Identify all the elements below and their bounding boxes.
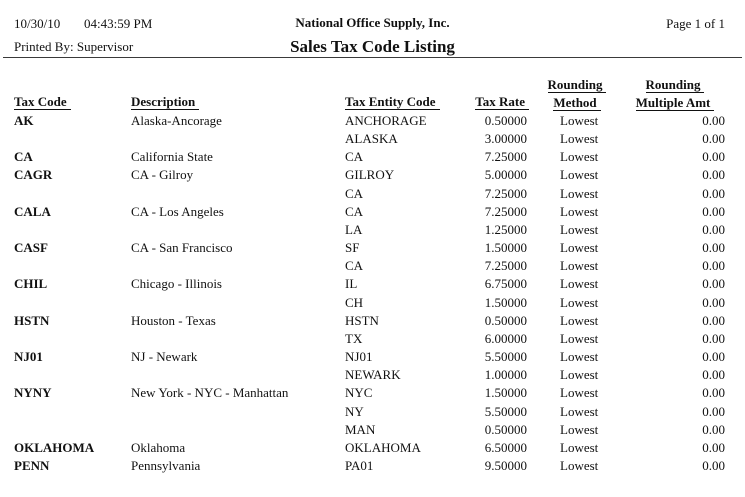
cell-rounding-multiple: 0.00 (702, 276, 725, 292)
column-header-description (131, 94, 199, 110)
cell-description: Chicago - Illinois (131, 276, 222, 292)
table-row (0, 275, 745, 293)
cell-tax-rate: 1.50000 (484, 294, 527, 310)
cell-tax-entity-code: ALASKA (345, 131, 398, 147)
cell-tax-code: NJ01 (14, 349, 43, 365)
cell-rounding-multiple: 0.00 (702, 240, 725, 256)
cell-tax-entity-code: HSTN (345, 312, 379, 328)
cell-tax-entity-code: TX (345, 330, 363, 346)
cell-description: Houston - Texas (131, 312, 216, 328)
cell-tax-rate: 7.25000 (484, 149, 527, 165)
table-row (0, 112, 745, 130)
report-title: Sales Tax Code Listing (290, 37, 455, 56)
column-header-rounding-multiple-amt (626, 77, 724, 111)
cell-rounding-method: Lowest (560, 312, 599, 328)
cell-tax-rate: 6.00000 (484, 330, 527, 346)
table-row (0, 185, 745, 203)
cell-tax-entity-code: LA (345, 221, 363, 237)
column-header-label: Tax Code (14, 94, 71, 110)
column-header-tax-code (14, 94, 71, 110)
cell-tax-code: CAGR (14, 167, 53, 183)
table-row (0, 384, 745, 402)
cell-rounding-multiple: 0.00 (702, 203, 725, 219)
cell-rounding-multiple: 0.00 (702, 367, 725, 383)
cell-tax-code (14, 294, 131, 312)
cell-rounding-multiple: 0.00 (702, 385, 725, 401)
cell-tax-rate: 7.25000 (484, 203, 527, 219)
cell-tax-code (14, 330, 131, 348)
cell-description: NJ - Newark (131, 349, 198, 365)
cell-tax-code: CASF (14, 240, 48, 256)
cell-tax-code: HSTN (14, 312, 50, 328)
cell-rounding-method: Lowest (560, 276, 599, 292)
table-row (0, 366, 745, 384)
cell-description: Alaska-Ancorage (131, 113, 222, 128)
cell-rounding-multiple: 0.00 (702, 258, 725, 274)
cell-rounding-method: Lowest (560, 240, 599, 256)
table-row (0, 294, 745, 312)
cell-description (131, 257, 345, 275)
cell-rounding-method: Lowest (560, 457, 599, 473)
column-header-tax-entity-code (345, 94, 440, 110)
page-indicator: Page 1 of 1 (666, 16, 725, 31)
cell-tax-rate: 5.50000 (484, 349, 527, 365)
cell-description: CA - Gilroy (131, 167, 194, 183)
table-row (0, 312, 745, 330)
table-row (0, 330, 745, 348)
table-row (0, 348, 745, 366)
cell-tax-entity-code: GILROY (345, 167, 395, 183)
table-row (0, 421, 745, 439)
cell-description (131, 185, 345, 203)
cell-tax-entity-code: CA (345, 149, 364, 165)
cell-description (131, 403, 345, 421)
cell-tax-rate: 7.25000 (484, 185, 527, 201)
cell-tax-entity-code: NYC (345, 385, 373, 401)
cell-rounding-multiple: 0.00 (702, 403, 725, 419)
cell-tax-rate: 0.50000 (484, 113, 527, 128)
cell-description (131, 294, 345, 312)
column-header-label: Rounding (646, 77, 705, 93)
cell-tax-rate: 1.50000 (484, 385, 527, 401)
cell-description: CA - San Francisco (131, 240, 233, 256)
column-header-label: Description (131, 94, 199, 110)
cell-description (131, 330, 345, 348)
cell-rounding-multiple: 0.00 (702, 312, 725, 328)
cell-rounding-method: Lowest (560, 113, 599, 128)
table-row (0, 130, 745, 148)
cell-tax-code (14, 257, 131, 275)
cell-tax-entity-code: CA (345, 258, 364, 274)
cell-rounding-method: Lowest (560, 203, 599, 219)
cell-rounding-method: Lowest (560, 221, 599, 237)
cell-tax-rate: 3.00000 (484, 131, 527, 147)
table-body (0, 112, 745, 475)
cell-rounding-multiple: 0.00 (702, 131, 725, 147)
cell-tax-code: PENN (14, 457, 50, 473)
cell-tax-entity-code: PA01 (345, 457, 374, 473)
cell-description: Oklahoma (131, 439, 186, 455)
cell-description: New York - NYC - Manhattan (131, 385, 289, 401)
cell-tax-rate: 5.00000 (484, 167, 527, 183)
cell-tax-code: NYNY (14, 385, 52, 401)
table-row (0, 239, 745, 257)
cell-tax-rate: 5.50000 (484, 403, 527, 419)
cell-tax-entity-code: CH (345, 294, 364, 310)
cell-rounding-multiple: 0.00 (702, 149, 725, 165)
cell-tax-code (14, 366, 131, 384)
cell-description (131, 221, 345, 239)
column-header-label: Tax Rate (475, 94, 529, 110)
cell-rounding-method: Lowest (560, 439, 599, 455)
cell-tax-code (14, 403, 131, 421)
cell-tax-code: CHIL (14, 276, 48, 292)
cell-tax-rate: 1.50000 (484, 240, 527, 256)
header-divider (3, 57, 742, 58)
cell-tax-entity-code: NY (345, 403, 364, 419)
cell-tax-rate: 1.25000 (484, 221, 527, 237)
printed-by: Printed By: Supervisor (14, 39, 134, 54)
column-header-label: Tax Entity Code (345, 94, 440, 110)
cell-tax-entity-code: OKLAHOMA (345, 439, 421, 455)
cell-tax-code: AK (14, 113, 34, 128)
report-time: 04:43:59 PM (84, 16, 153, 31)
cell-tax-entity-code: CA (345, 185, 364, 201)
cell-tax-entity-code: ANCHORAGE (345, 113, 427, 128)
cell-tax-entity-code: MAN (345, 421, 376, 437)
cell-description: Pennsylvania (131, 457, 201, 473)
column-header-label: Method (553, 95, 600, 111)
cell-description (131, 421, 345, 439)
cell-tax-rate: 9.50000 (484, 457, 527, 473)
cell-rounding-method: Lowest (560, 367, 599, 383)
cell-rounding-method: Lowest (560, 131, 599, 147)
table-row (0, 257, 745, 275)
column-header-label: Multiple Amt (636, 95, 715, 111)
column-header-label: Rounding (548, 77, 607, 93)
table-row (0, 403, 745, 421)
cell-rounding-method: Lowest (560, 185, 599, 201)
cell-rounding-method: Lowest (560, 349, 599, 365)
cell-tax-code (14, 185, 131, 203)
cell-rounding-multiple: 0.00 (702, 113, 725, 128)
cell-tax-code (14, 421, 131, 439)
table-row (0, 203, 745, 221)
column-header-tax-rate (453, 94, 529, 110)
cell-rounding-multiple: 0.00 (702, 457, 725, 473)
cell-rounding-method: Lowest (560, 403, 599, 419)
cell-tax-code: CALA (14, 203, 51, 219)
cell-description (131, 366, 345, 384)
company-name: National Office Supply, Inc. (295, 15, 450, 30)
cell-description: California State (131, 149, 213, 165)
cell-tax-entity-code: SF (345, 240, 360, 256)
cell-rounding-multiple: 0.00 (702, 330, 725, 346)
cell-tax-rate: 6.75000 (484, 276, 527, 292)
cell-tax-entity-code: NJ01 (345, 349, 373, 365)
cell-rounding-multiple: 0.00 (702, 185, 725, 201)
column-header-rounding-method (544, 77, 610, 111)
cell-rounding-multiple: 0.00 (702, 349, 725, 365)
cell-rounding-method: Lowest (560, 149, 599, 165)
cell-rounding-multiple: 0.00 (702, 294, 725, 310)
cell-tax-rate: 1.00000 (484, 367, 527, 383)
cell-rounding-multiple: 0.00 (702, 421, 725, 437)
cell-rounding-multiple: 0.00 (702, 167, 725, 183)
cell-tax-code: OKLAHOMA (14, 439, 95, 455)
cell-rounding-method: Lowest (560, 421, 599, 437)
cell-rounding-method: Lowest (560, 385, 599, 401)
cell-rounding-method: Lowest (560, 258, 599, 274)
table-row (0, 221, 745, 239)
table-row (0, 148, 745, 166)
table-row (0, 166, 745, 184)
cell-tax-rate: 7.25000 (484, 258, 527, 274)
cell-tax-code (14, 221, 131, 239)
cell-rounding-method: Lowest (560, 294, 599, 310)
table-row (0, 457, 745, 475)
cell-tax-rate: 0.50000 (484, 421, 527, 437)
table-row (0, 439, 745, 457)
cell-description: CA - Los Angeles (131, 203, 224, 219)
cell-tax-code: CA (14, 149, 33, 165)
cell-tax-code (14, 130, 131, 148)
cell-rounding-method: Lowest (560, 167, 599, 183)
cell-rounding-multiple: 0.00 (702, 439, 725, 455)
cell-tax-entity-code: IL (345, 276, 358, 292)
cell-description (131, 130, 345, 148)
cell-rounding-method: Lowest (560, 330, 599, 346)
cell-tax-rate: 0.50000 (484, 312, 527, 328)
cell-tax-rate: 6.50000 (484, 439, 527, 455)
cell-rounding-multiple: 0.00 (702, 221, 725, 237)
cell-tax-entity-code: CA (345, 203, 364, 219)
report-date: 10/30/10 (14, 16, 61, 31)
cell-tax-entity-code: NEWARK (345, 367, 401, 383)
